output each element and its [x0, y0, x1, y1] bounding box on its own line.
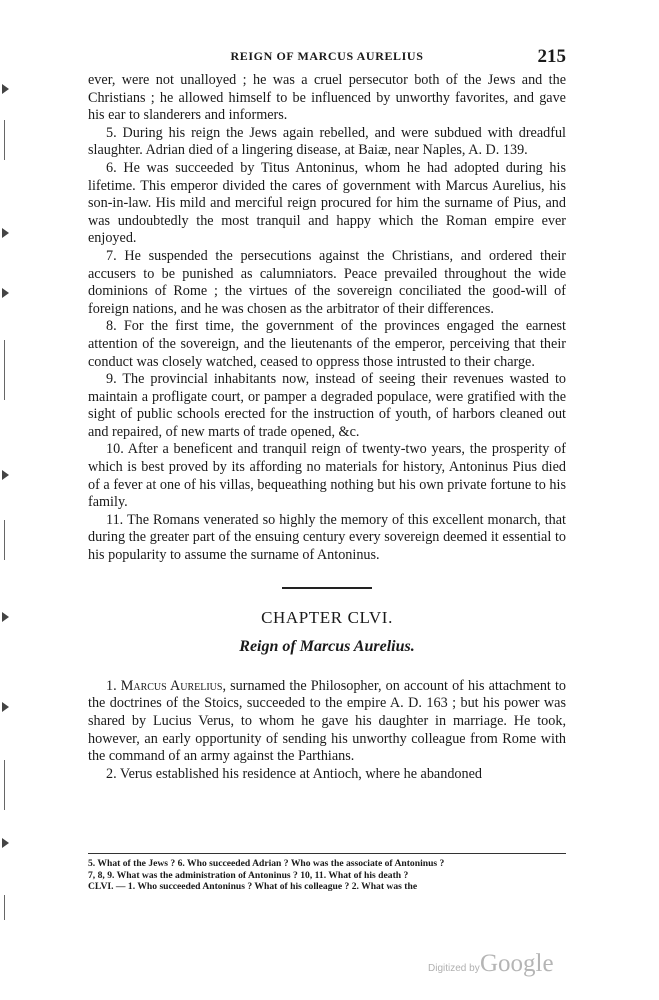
margin-arrow-mark — [2, 288, 9, 298]
margin-line-mark — [4, 520, 5, 560]
page-number: 215 — [537, 46, 566, 67]
margin-line-mark — [4, 120, 5, 160]
margin-arrow-mark — [2, 838, 9, 848]
margin-arrow-mark — [2, 84, 9, 94]
chapter-heading: CHAPTER CLVI. — [261, 607, 393, 627]
paragraph-text: , surnamed the Philosopher, on account of his attachment to the doctrines of the Stoics, succeeded to the empire A. D. 163 ; but his power was shared by Lucius Verus, to whom he gave his daughter in marriage. He took, however, an early opportunity of sending his unworthy colleague from Rome with the command of an army against the Parthians. — [88, 677, 566, 765]
paragraph-8: 8. For the first time, the government of the provinces engaged the earnest attention of the sovereign, and the lieutenants of the emperor, perceiving that their conduct was closely watched, ceased to oppress those intrusted to their charge. — [88, 318, 566, 370]
footnote-line: CLVI. — 1. Who succeeded Antoninus ? What of his colleague ? 2. What was the — [88, 881, 418, 892]
paragraph-7: 7. He suspended the persecutions against the Christians, and ordered their accusers to be punished as calumniators. Peace prevailed throughout the wide dominions of Rome ; the virtues of the sovereign conciliated the good-will of foreign nations, and he was chosen as the arbitrator of their differences. — [88, 247, 566, 317]
margin-line-mark — [4, 340, 5, 400]
chapter-paragraph-2: 2. Verus established his residence at Antioch, where he abandoned — [106, 765, 482, 782]
chapter-paragraph-1 — [88, 678, 566, 766]
watermark-prefix: Digitized by — [428, 963, 480, 974]
margin-arrow-mark — [2, 470, 9, 480]
emperor-name: Marcus Aurelius — [120, 677, 223, 694]
footnote-rule — [88, 853, 566, 854]
paragraph-10: 10. After a beneficent and tranquil reign of twenty-two years, the prosperity of which is best proved by its affording no materials for history, Antoninus Pius died of a fever at one of his villas, bequeathing nothing but his own private fortune to his family. — [88, 441, 566, 511]
running-header — [88, 46, 566, 68]
paragraph-number: 1. — [106, 677, 121, 694]
margin-line-mark — [4, 760, 5, 810]
margin-arrow-mark — [2, 702, 9, 712]
chapter-subtitle: Reign of Marcus Aurelius. — [239, 638, 415, 656]
digitization-watermark — [428, 950, 568, 984]
margin-line-mark — [4, 895, 5, 920]
paragraph-6: 6. He was succeeded by Titus Antoninus, whom he had adopted during his lifetime. This emperor divided the cares of government with Marcus Aurelius, his son-in-law. His mild and merciful reign procured for him the surname of Pius, and was undoubtedly the most tranquil and happy which the Roman empire ever enjoyed. — [88, 159, 566, 247]
margin-arrow-mark — [2, 228, 9, 238]
margin-marks — [0, 0, 12, 1000]
google-logo: Google — [480, 950, 554, 977]
section-divider — [282, 587, 372, 589]
paragraph-5: 5. During his reign the Jews again rebelled, and were subdued with dreadful slaughter. Adrian died of a lingering disease, at Baiæ, near Naples, A. D. 139. — [88, 124, 566, 159]
paragraph-continuation: ever, were not unalloyed ; he was a cruel persecutor both of the Jews and the Christians ; he allowed himself to be influenced by unworthy favorites, and gave his ear to slanderers and informers. — [88, 72, 566, 124]
footnote-line: 5. What of the Jews ? 6. Who succeeded Adrian ? Who was the associate of Antoninus ? — [88, 858, 445, 869]
paragraph-9: 9. The provincial inhabitants now, instead of seeing their revenues wasted to maintain a profligate court, or pamper a degraded populace, were gratified with the sight of public schools erected for the instruction of youth, of harbors cleaned out and repaired, of new marts of trade opened, &c. — [88, 371, 566, 440]
running-title: REIGN OF MARCUS AURELIUS — [230, 49, 424, 63]
page-body — [88, 72, 566, 783]
margin-arrow-mark — [2, 612, 9, 622]
footnote-line: 7, 8, 9. What was the administration of Antoninus ? 10, 11. What of his death ? — [88, 869, 409, 881]
footnote-questions — [88, 858, 566, 893]
paragraph-11: 11. The Romans venerated so highly the memory of this excellent monarch, that during the greater part of the ensuing century every sovereign deemed it essential to his popularity to assume the surname of Antoninus. — [88, 511, 566, 564]
